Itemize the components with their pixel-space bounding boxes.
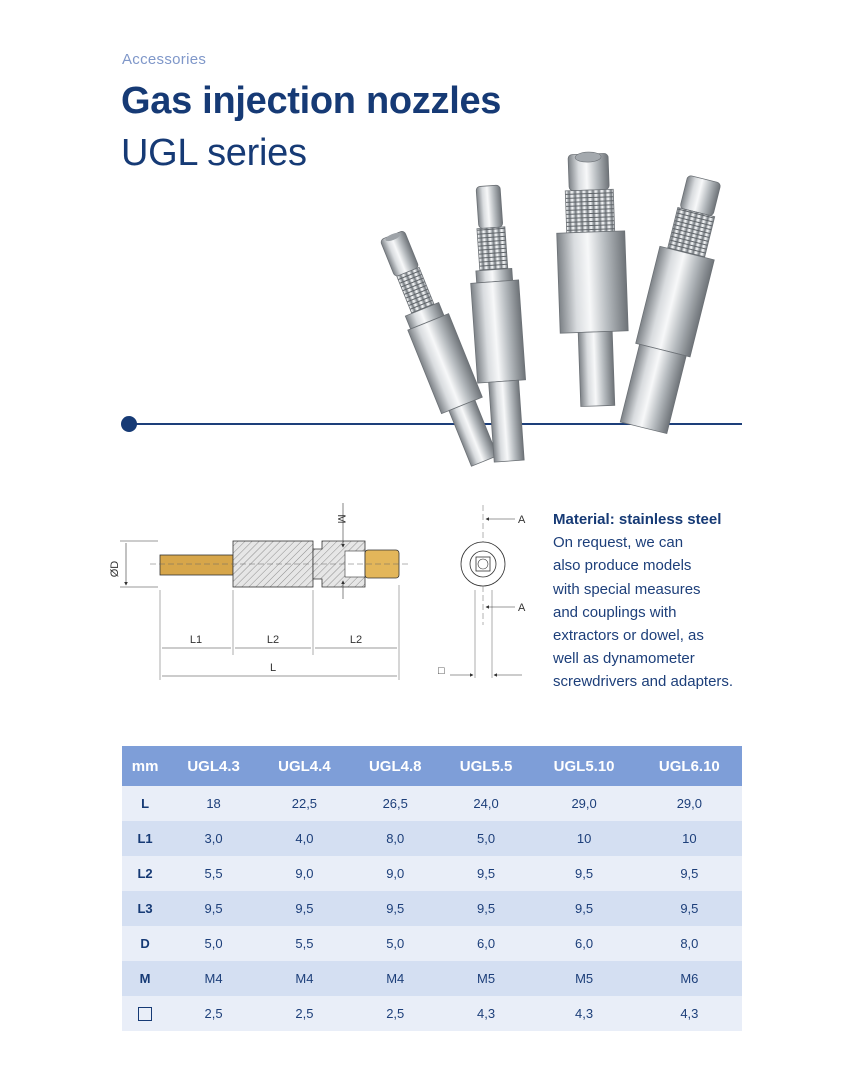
category-label: Accessories bbox=[122, 51, 207, 68]
table-cell: 5,5 bbox=[168, 856, 259, 891]
table-cell: 10 bbox=[637, 821, 742, 856]
dim-diameter-label: ØD bbox=[109, 560, 121, 578]
row-label: L2 bbox=[122, 856, 168, 891]
page-title: Gas injection nozzles bbox=[121, 80, 502, 122]
table-cell: 6,0 bbox=[531, 926, 636, 961]
dim-l2b-label: L2 bbox=[349, 634, 363, 646]
table-cell: 22,5 bbox=[259, 786, 350, 821]
table-cell: M5 bbox=[441, 961, 532, 996]
table-cell: 9,5 bbox=[441, 891, 532, 926]
square-icon bbox=[138, 1007, 152, 1021]
table-cell: 9,5 bbox=[531, 891, 636, 926]
technical-drawing bbox=[100, 495, 540, 695]
square-size-label: □ bbox=[438, 665, 445, 677]
row-label-square bbox=[122, 996, 168, 1031]
description-line: screwdrivers and adapters. bbox=[553, 673, 734, 691]
table-cell: 5,0 bbox=[441, 821, 532, 856]
divider-dot bbox=[121, 416, 137, 432]
table-cell: 5,0 bbox=[168, 926, 259, 961]
table-cell: 5,0 bbox=[350, 926, 441, 961]
header-ugl4-8: UGL4.8 bbox=[350, 746, 441, 786]
table-row bbox=[122, 996, 742, 1031]
description-line: and couplings with bbox=[553, 603, 677, 621]
table-cell: 2,5 bbox=[168, 996, 259, 1031]
row-label: D bbox=[122, 926, 168, 961]
table-cell: 29,0 bbox=[531, 786, 636, 821]
description-line: On request, we can bbox=[553, 534, 684, 552]
table-cell: 9,0 bbox=[259, 856, 350, 891]
header-unit: mm bbox=[122, 746, 168, 786]
table-cell: 8,0 bbox=[637, 926, 742, 961]
table-cell: 2,5 bbox=[350, 996, 441, 1031]
table-row bbox=[122, 926, 742, 961]
specs-table bbox=[122, 746, 742, 1031]
table-cell: 24,0 bbox=[441, 786, 532, 821]
table-cell: 8,0 bbox=[350, 821, 441, 856]
table-cell: 5,5 bbox=[259, 926, 350, 961]
product-photo bbox=[350, 145, 750, 475]
brass-tube bbox=[160, 555, 233, 575]
table-cell: 9,5 bbox=[531, 856, 636, 891]
description-line: extractors or dowel, as bbox=[553, 627, 704, 645]
header-ugl4-3: UGL4.3 bbox=[168, 746, 259, 786]
table-cell: 4,0 bbox=[259, 821, 350, 856]
table-row bbox=[122, 961, 742, 996]
table-cell: M6 bbox=[637, 961, 742, 996]
table-cell: 2,5 bbox=[259, 996, 350, 1031]
table-cell: 4,3 bbox=[531, 996, 636, 1031]
nozzle-4 bbox=[616, 173, 732, 435]
section-a-top: A bbox=[518, 514, 526, 526]
table-cell: 9,0 bbox=[350, 856, 441, 891]
description-line: well as dynamometer bbox=[553, 650, 695, 668]
description-block bbox=[553, 508, 783, 694]
row-label: M bbox=[122, 961, 168, 996]
table-row bbox=[122, 786, 742, 821]
table-header-row bbox=[122, 746, 742, 786]
table-cell: M4 bbox=[259, 961, 350, 996]
table-cell: 3,0 bbox=[168, 821, 259, 856]
table-cell: 4,3 bbox=[441, 996, 532, 1031]
description-line: with special measures bbox=[553, 580, 701, 598]
header-ugl5-10: UGL5.10 bbox=[531, 746, 636, 786]
row-label: L bbox=[122, 786, 168, 821]
dim-l2-label: L2 bbox=[266, 634, 280, 646]
description-line: also produce models bbox=[553, 557, 692, 575]
table-cell: 29,0 bbox=[637, 786, 742, 821]
dim-thread-label: M bbox=[335, 514, 347, 524]
table-cell: 9,5 bbox=[350, 891, 441, 926]
table-cell: 4,3 bbox=[637, 996, 742, 1031]
table-row bbox=[122, 821, 742, 856]
section-a-bottom: A bbox=[518, 602, 526, 614]
table-cell: M4 bbox=[350, 961, 441, 996]
table-cell: 18 bbox=[168, 786, 259, 821]
header-ugl6-10: UGL6.10 bbox=[637, 746, 742, 786]
header-ugl5-5: UGL5.5 bbox=[441, 746, 532, 786]
table-cell: 6,0 bbox=[441, 926, 532, 961]
table-cell: 26,5 bbox=[350, 786, 441, 821]
dim-l1-label: L1 bbox=[189, 634, 203, 646]
table-cell: 9,5 bbox=[441, 856, 532, 891]
table-cell: 9,5 bbox=[168, 891, 259, 926]
table-cell: M4 bbox=[168, 961, 259, 996]
page-subtitle: UGL series bbox=[121, 132, 307, 174]
nozzle-3 bbox=[554, 151, 631, 407]
row-label: L1 bbox=[122, 821, 168, 856]
table-cell: M5 bbox=[531, 961, 636, 996]
table-cell: 10 bbox=[531, 821, 636, 856]
row-label: L3 bbox=[122, 891, 168, 926]
material-heading: Material: stainless steel bbox=[553, 511, 722, 528]
table-cell: 9,5 bbox=[637, 856, 742, 891]
table-row bbox=[122, 891, 742, 926]
dim-l-label: L bbox=[269, 662, 277, 674]
header-ugl4-4: UGL4.4 bbox=[259, 746, 350, 786]
table-cell: 9,5 bbox=[637, 891, 742, 926]
table-cell: 9,5 bbox=[259, 891, 350, 926]
table-row bbox=[122, 856, 742, 891]
